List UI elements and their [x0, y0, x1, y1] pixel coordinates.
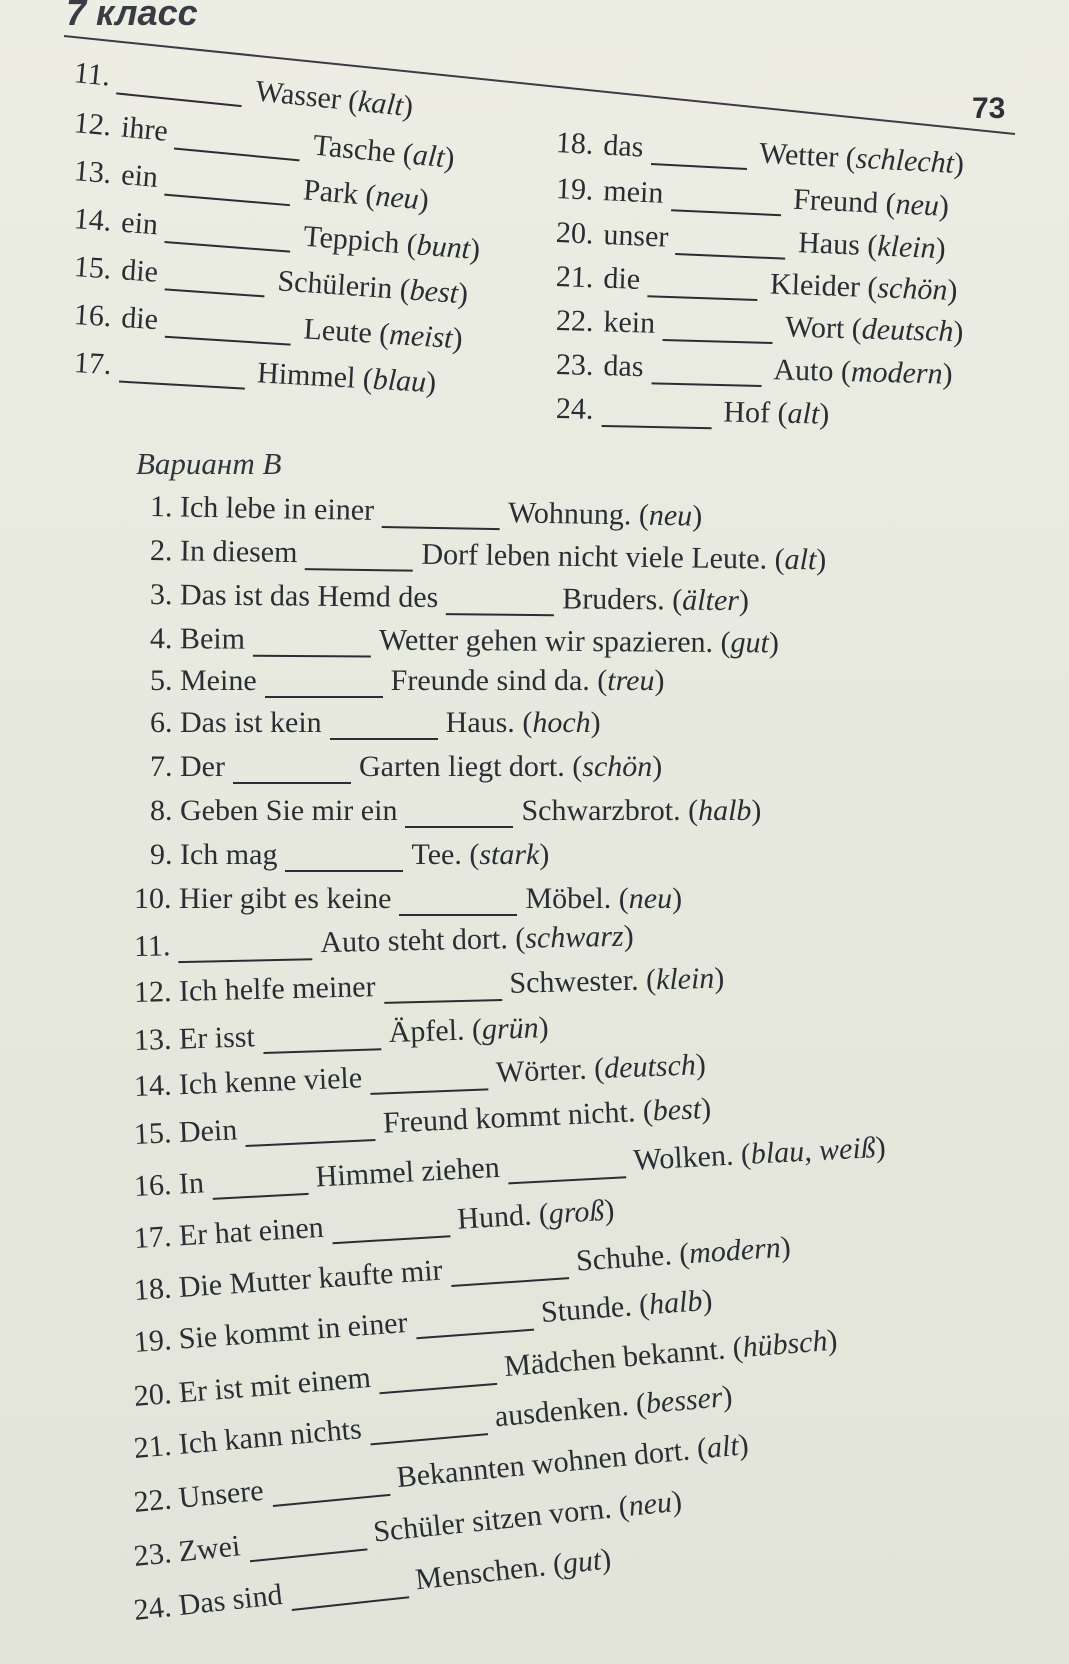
exercise-number: 17.: [73, 346, 113, 382]
answer-blank: [370, 1064, 489, 1095]
sentence-end: Stunde.: [539, 1289, 633, 1330]
answer-blank: [415, 1305, 535, 1340]
answer-blank: [405, 802, 513, 828]
article: die: [602, 261, 641, 296]
exercise-b-7: 7. Der Garten liegt dort. (schön): [150, 750, 663, 783]
sentence-end: Tee.: [411, 838, 462, 871]
exercise-number: 24.: [132, 1590, 174, 1627]
page-number: 73: [972, 92, 1006, 125]
sentence-end: Schuhe.: [574, 1238, 673, 1278]
exercise-a-17: 17. Himmel (blau): [73, 346, 438, 400]
sentence-end: Haus.: [445, 706, 515, 739]
answer-blank: [305, 544, 413, 572]
answer-blank: [165, 264, 267, 297]
answer-blank: [253, 631, 371, 658]
sentence-end: Wörter.: [495, 1052, 588, 1090]
adjective-hint: modern: [850, 355, 943, 391]
exercise-number: 19.: [132, 1323, 173, 1359]
article: die: [120, 253, 160, 289]
adjective-hint: alt: [705, 1428, 741, 1465]
adjective-hint: neu: [894, 187, 940, 223]
adjective-hint: besser: [644, 1380, 724, 1421]
exercise-b-16: 16. In Himmel ziehen Wolken. (blau, weiß): [133, 1130, 887, 1203]
adjective-hint: gut: [730, 626, 770, 660]
sentence-start: Geben Sie mir ein: [180, 794, 398, 827]
sentence-middle: Himmel ziehen: [314, 1150, 501, 1194]
exercise-number: 13.: [133, 1022, 172, 1057]
exercise-b-10: 10. Hier gibt es keine Möbel. (neu): [134, 882, 683, 915]
sentence-start: Ich mag: [180, 838, 278, 871]
noun: Wetter: [758, 136, 840, 174]
noun: Haus: [797, 226, 861, 262]
answer-blank: [450, 1253, 569, 1287]
answer-blank: [330, 714, 438, 740]
exercise-number: 4.: [149, 622, 173, 656]
exercise-number: 19.: [555, 172, 595, 207]
answer-blank: [331, 1211, 450, 1244]
adjective-hint: schlecht: [854, 141, 955, 180]
adjective-hint: hoch: [532, 706, 591, 739]
adjective-hint: neu: [648, 498, 693, 533]
exercise-number: 21.: [132, 1428, 173, 1465]
answer-blank: [174, 124, 302, 162]
sentence-start: Das ist das Hemd des: [179, 578, 439, 615]
exercise-number: 22.: [555, 304, 594, 339]
exercise-b-24: 24. Das sindMenschen. (gut): [132, 1542, 613, 1627]
sentence-end: Bekannten wohnen dort.: [395, 1433, 692, 1495]
adjective-hint: neu: [374, 179, 421, 216]
exercise-b-9: 9. Ich mag Tee. (stark): [150, 838, 550, 871]
exercise-b-17: 17. Er hat einen Hund. (groß): [132, 1193, 616, 1255]
exercise-number: 12.: [133, 975, 172, 1009]
sentence-end: Wetter gehen wir spazieren.: [378, 623, 714, 659]
exercise-number: 15.: [133, 1116, 173, 1151]
adjective-hint: gut: [561, 1543, 603, 1581]
answer-blank: [211, 1169, 308, 1200]
article: das: [603, 349, 644, 384]
exercise-a-13: 13. ein Park (neu): [72, 154, 431, 217]
sentence-start: In diesem: [179, 534, 298, 570]
answer-blank: [601, 401, 712, 429]
adjective-hint: modern: [688, 1231, 782, 1271]
answer-blank: [165, 217, 293, 253]
exercise-b-20: 20. Er ist mit einemMädchen bekannt. (hübsch): [132, 1323, 839, 1413]
answer-blank: [382, 502, 500, 530]
exercise-b-3: 3. Das ist das Hemd des Bruders. (älter): [149, 578, 750, 618]
exercise-number: 15.: [72, 250, 113, 286]
sentence-start: Zwei: [177, 1529, 242, 1569]
exercise-number: 22.: [132, 1482, 173, 1519]
adjective-hint: grün: [481, 1011, 540, 1047]
article: die: [120, 301, 160, 337]
sentence-start: Er isst: [178, 1020, 256, 1056]
noun: Tasche: [311, 128, 398, 170]
answer-blank: [663, 315, 774, 344]
exercise-a-15: 15. die Schülerin (best): [72, 250, 470, 311]
sentence-end: Möbel.: [525, 882, 612, 915]
exercise-number: 13.: [72, 154, 113, 191]
answer-blank: [233, 758, 351, 784]
sentence-start: Dein: [178, 1113, 238, 1149]
exercise-number: 20.: [132, 1377, 173, 1413]
answer-blank: [507, 1152, 626, 1184]
noun: Hof: [723, 395, 771, 430]
exercise-number: 1.: [149, 490, 173, 524]
adjective-hint: deutsch: [603, 1048, 697, 1085]
sentence-start: Meine: [180, 664, 257, 697]
exercise-number: 14.: [72, 202, 113, 238]
exercise-number: 14.: [133, 1068, 173, 1103]
class-title: 7 класс: [66, 0, 198, 33]
adjective-hint: alt: [787, 396, 820, 431]
sentence-start: Ich helfe meiner: [178, 970, 376, 1008]
adjective-hint: blau: [371, 362, 428, 399]
adjective-hint: deutsch: [861, 312, 954, 349]
answer-blank: [383, 975, 502, 1004]
answer-blank: [285, 846, 403, 872]
sentence-end: Mädchen bekannt.: [502, 1332, 727, 1384]
exercise-number: 16.: [133, 1168, 173, 1203]
article: unser: [602, 218, 670, 254]
exercise-b-13: 13. Er isst Äpfel. (grün): [133, 1010, 550, 1057]
exercise-b-11: 11. Auto steht dort. (schwarz): [133, 919, 634, 963]
sentence-start: Der: [180, 750, 225, 783]
exercise-a-22: 22. kein Wort (deutsch): [555, 304, 964, 349]
sentence-end: Schwester.: [509, 963, 639, 1000]
answer-blank: [650, 139, 747, 170]
sentence-end: Hund.: [456, 1198, 533, 1236]
sentence-end: Freunde sind da.: [390, 664, 590, 697]
sentence-start: In: [178, 1166, 205, 1201]
exercise-a-11: 11.Wasser (kalt): [72, 56, 415, 124]
adjective-hint: best: [408, 273, 460, 310]
answer-blank: [651, 358, 762, 387]
noun: Freund: [792, 182, 879, 220]
noun: Auto: [773, 353, 834, 388]
adjective-hint: halb: [698, 794, 752, 827]
exercise-number: 8.: [150, 794, 173, 827]
exercise-a-18: 18. das Wetter (schlecht): [555, 126, 965, 181]
exercise-b-4: 4. Beim Wetter gehen wir spazieren. (gut): [149, 622, 780, 660]
adjective-hint: neu: [626, 1485, 674, 1523]
answer-blank: [446, 589, 554, 616]
adjective-hint: blau, weiß: [749, 1131, 877, 1171]
answer-blank: [265, 672, 383, 698]
sentence-end: ausdenken.: [493, 1388, 630, 1434]
sentence-start: Das ist kein: [180, 706, 322, 739]
sentence-end: Auto steht dort.: [319, 922, 509, 960]
noun: Leute: [302, 312, 373, 350]
exercise-a-12: 12. ihre Tasche (alt): [72, 106, 457, 175]
exercise-b-15: 15. Dein Freund kommt nicht. (best): [133, 1091, 712, 1151]
sentence-start: Ich kenne viele: [178, 1061, 363, 1102]
exercise-number: 11.: [133, 929, 171, 963]
exercise-number: 20.: [555, 216, 595, 251]
exercise-number: 21.: [555, 260, 595, 295]
exercise-number: 18.: [555, 126, 595, 161]
exercise-number: 2.: [149, 534, 173, 568]
exercise-number: 7.: [150, 750, 173, 783]
exercise-number: 23.: [132, 1536, 173, 1573]
article: ihre: [119, 110, 170, 148]
adjective-hint: meist: [388, 317, 454, 355]
adjective-hint: treu: [607, 664, 655, 697]
noun: Park: [302, 173, 360, 211]
answer-blank: [245, 1115, 376, 1147]
sentence-start: Sie kommt in einer: [177, 1305, 409, 1356]
exercise-a-19: 19. mein Freund (neu): [555, 172, 950, 223]
article: ein: [120, 205, 160, 242]
sentence-end: Wohnung.: [507, 496, 632, 532]
exercise-b-1: 1. Ich lebe in einer Wohnung. (neu): [149, 490, 703, 533]
sentence-end: Bruders.: [562, 582, 665, 617]
adjective-hint: neu: [628, 882, 673, 915]
exercise-number: 6.: [150, 706, 173, 739]
answer-blank: [648, 271, 759, 301]
exercise-a-24: 24. Hof (alt): [555, 392, 830, 431]
adjective-hint: groß: [547, 1194, 606, 1231]
exercise-number: 9.: [150, 838, 173, 871]
exercise-number: 10.: [134, 882, 172, 915]
exercise-a-23: 23. das Auto (modern): [555, 348, 953, 391]
sentence-start: Ich lebe in einer: [179, 490, 375, 527]
noun: Wort: [784, 310, 845, 346]
answer-blank: [399, 890, 517, 916]
adjective-hint: klein: [655, 961, 715, 997]
answer-blank: [178, 934, 313, 963]
adjective-hint: best: [652, 1092, 702, 1128]
answer-blank: [676, 229, 787, 260]
article: mein: [602, 174, 665, 210]
exercise-a-20: 20. unser Haus (klein): [555, 216, 947, 266]
sentence-end: Menschen.: [413, 1549, 548, 1597]
answer-blank: [671, 185, 782, 216]
article: das: [602, 128, 645, 164]
exercise-b-8: 8. Geben Sie mir ein Schwarzbrot. (halb): [150, 794, 762, 827]
adjective-hint: halb: [647, 1284, 704, 1322]
answer-blank: [118, 357, 245, 390]
sentence-end: Schwarzbrot.: [521, 794, 681, 827]
sentence-end: Dorf leben nicht viele Leute.: [421, 537, 768, 576]
exercise-number: 5.: [150, 664, 173, 697]
exercise-number: 3.: [149, 578, 173, 612]
adjective-hint: stark: [479, 838, 540, 871]
sentence-end: Garten liegt dort.: [358, 750, 565, 783]
noun: Schülerin: [276, 264, 394, 306]
answer-blank: [271, 1470, 391, 1507]
adjective-hint: schwarz: [524, 919, 624, 955]
sentence-start: Beim: [179, 622, 246, 656]
adjective-hint: alt: [784, 542, 817, 577]
exercise-number: 18.: [132, 1271, 173, 1307]
sentence-end: Schüler sitzen vorn.: [371, 1491, 613, 1549]
answer-blank: [165, 312, 292, 346]
exercise-b-12: 12. Ich helfe meiner Schwester. (klein): [133, 961, 725, 1009]
answer-blank: [369, 1409, 489, 1445]
adjective-hint: klein: [876, 229, 937, 265]
variant-b-heading: Вариант B: [136, 446, 282, 481]
exercise-b-5: 5. Meine Freunde sind da. (treu): [150, 664, 665, 697]
article: ein: [119, 158, 160, 194]
noun: Kleider: [769, 267, 861, 304]
adjective-hint: kalt: [356, 84, 405, 123]
sentence-start: Unsere: [177, 1473, 265, 1515]
exercise-number: 17.: [132, 1219, 173, 1255]
exercise-a-16: 16. die Leute (meist): [72, 298, 464, 356]
exercise-number: 12.: [72, 106, 113, 143]
sentence-end: Freund kommt nicht.: [382, 1095, 637, 1140]
sentence-start: Das sind: [176, 1577, 285, 1623]
sentence-start: Die Mutter kaufte mir: [177, 1253, 444, 1304]
exercise-b-21: 21. Ich kann nichtsausdenken. (besser): [132, 1379, 734, 1465]
exercise-b-18: 18. Die Mutter kaufte mir Schuhe. (modern): [132, 1230, 792, 1307]
noun: Teppich: [302, 219, 401, 260]
answer-blank: [247, 1525, 367, 1563]
answer-blank: [164, 170, 292, 206]
exercise-b-6: 6. Das ist kein Haus. (hoch): [150, 706, 601, 739]
sentence-start: Er ist mit einem: [177, 1361, 372, 1410]
adjective-hint: älter: [682, 583, 740, 618]
answer-blank: [262, 1024, 381, 1054]
exercise-b-22: 22. UnsereBekannten wohnen dort. (alt): [132, 1427, 751, 1519]
exercise-b-14: 14. Ich kenne viele Wörter. (deutsch): [133, 1048, 707, 1103]
exercise-number: 23.: [555, 348, 594, 382]
exercise-a-21: 21. die Kleider (schön): [555, 260, 958, 308]
noun: Himmel: [256, 356, 357, 395]
adjective-hint: schön: [582, 750, 653, 783]
sentence-start: Ich kann nichts: [177, 1412, 363, 1462]
adjective-hint: schön: [876, 271, 948, 307]
exercise-b-2: 2. In diesem Dorf leben nicht viele Leute. (alt): [149, 534, 827, 577]
exercise-b-23: 23. ZweiSchüler sitzen vorn. (neu): [132, 1484, 684, 1573]
sentence-start: Er hat einen: [177, 1210, 325, 1253]
exercise-a-14: 14. ein Teppich (bunt): [72, 202, 482, 267]
adjective-hint: alt: [411, 138, 447, 174]
exercise-number: 24.: [555, 392, 594, 426]
sentence-start: Hier gibt es keine: [179, 882, 392, 915]
noun: Wasser: [253, 74, 343, 117]
sentence-end: Wolken.: [632, 1138, 735, 1177]
adjective-hint: hübsch: [741, 1324, 829, 1364]
adjective-hint: bunt: [415, 228, 472, 266]
exercise-b-19: 19. Sie kommt in einer Stunde. (halb): [132, 1283, 714, 1359]
sentence-end: Äpfel.: [388, 1013, 465, 1049]
exercise-number: 16.: [72, 298, 113, 334]
exercise-number: 11.: [72, 56, 112, 93]
answer-blank: [378, 1359, 498, 1394]
article: kein: [603, 305, 656, 340]
answer-blank: [289, 1572, 409, 1611]
